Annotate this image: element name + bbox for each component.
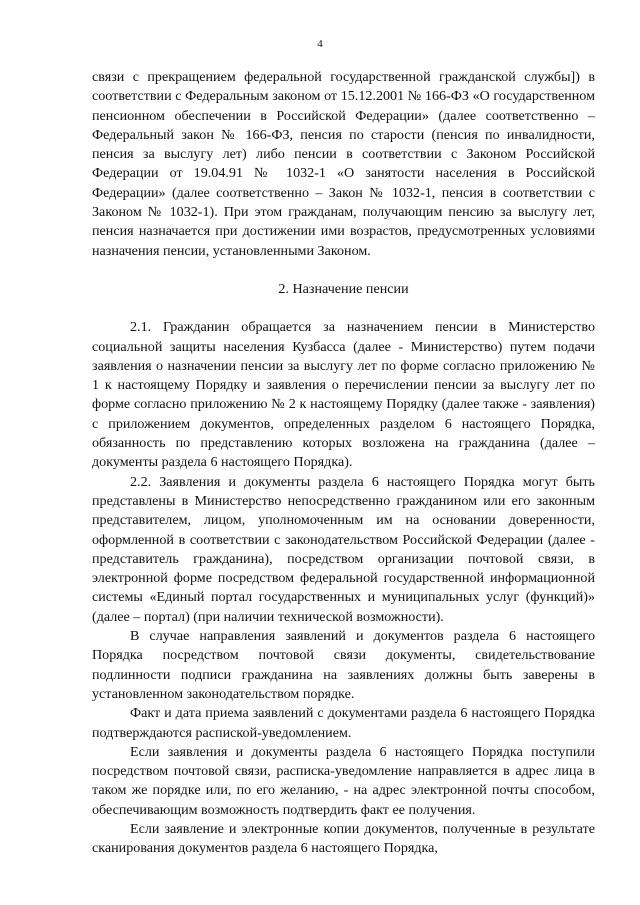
paragraph-2-1: 2.1. Гражданин обращается за назначением пенсии в Министерство социальной защиты населения Кузбасса (далее - Министерство) путем подачи заявления о назначении пенсии за выслугу лет по форме согласно приложению № 1 к настоящему Порядку и заявления о перечислении пенсии за выслугу лет по форме согласно приложению № 2 к настоящему Порядку (далее также - заявления) с приложением документов, определенных разделом 6 настоящего Порядка, обязанность по представлению которых возложена на гражданина (далее – документы раздела 6 настоящего Порядка). [92, 319, 595, 471]
paragraph-receipt-delivery: Если заявления и документы раздела 6 настоящего Порядка поступили посредством почтовой связи, расписка-уведомление направляется в адрес лица в таком же порядке или, по его желанию, - на адрес электронной почты способом, обеспечивающим возможность подтвердить факт ее получения. [92, 743, 595, 818]
section-heading: 2. Назначение пенсии [278, 280, 409, 297]
paragraph-continuation: связи с прекращением федеральной государственной гражданской службы]) в соответствии с Федеральным законом от 15.12.2001 № 166-ФЗ «О государственном пенсионном обеспечении в Российской Федерации» (далее соответственно – Федеральный закон № 166-ФЗ, пенсия по старости (пенсия по инвалидности, пенсия за выслугу лет) либо пенсии в соответствии с Законом Российской Федерации от 19.04.91 № 1032-1 «О занятости населения в Российской Федерации» (далее соответственно – Закон № 1032-1, пенсия в соответствии с Законом № 1032-1). При этом гражданам, получающим пенсию за выслугу лет, пенсия назначается при достижении ими возрастов, предусмотренных условиями назначения пенсии, установленными Законом. [92, 69, 595, 259]
document-body [92, 68, 595, 859]
paragraph-electronic: Если заявление и электронные копии документов, полученные в результате сканирования документов раздела 6 настоящего Порядка, [92, 820, 595, 857]
page-number: 4 [317, 38, 323, 50]
paragraph-2-2: 2.2. Заявления и документы раздела 6 настоящего Порядка могут быть представлены в Министерство непосредственно гражданином или его законным представителем, лицом, уполномоченным им на основании доверенности, оформленной в соответствии с законодательством Российской Федерации (далее - представитель гражданина), посредством организации почтовой связи, в электронной форме посредством федеральной государственной информационной системы «Единый портал государственных и муниципальных услуг (функций)» (далее – портал) (при наличии технической возможности). [92, 473, 595, 625]
paragraph-postal: В случае направления заявлений и документов раздела 6 настоящего Порядка посредством почтовой связи документы, свидетельствование подлинности подписи гражданина на заявлениях должны быть заверены в установленном законодательством порядке. [92, 628, 595, 702]
paragraph-receipt: Факт и дата приема заявлений с документами раздела 6 настоящего Порядка подтверждаются распиской-уведомлением. [92, 705, 595, 741]
